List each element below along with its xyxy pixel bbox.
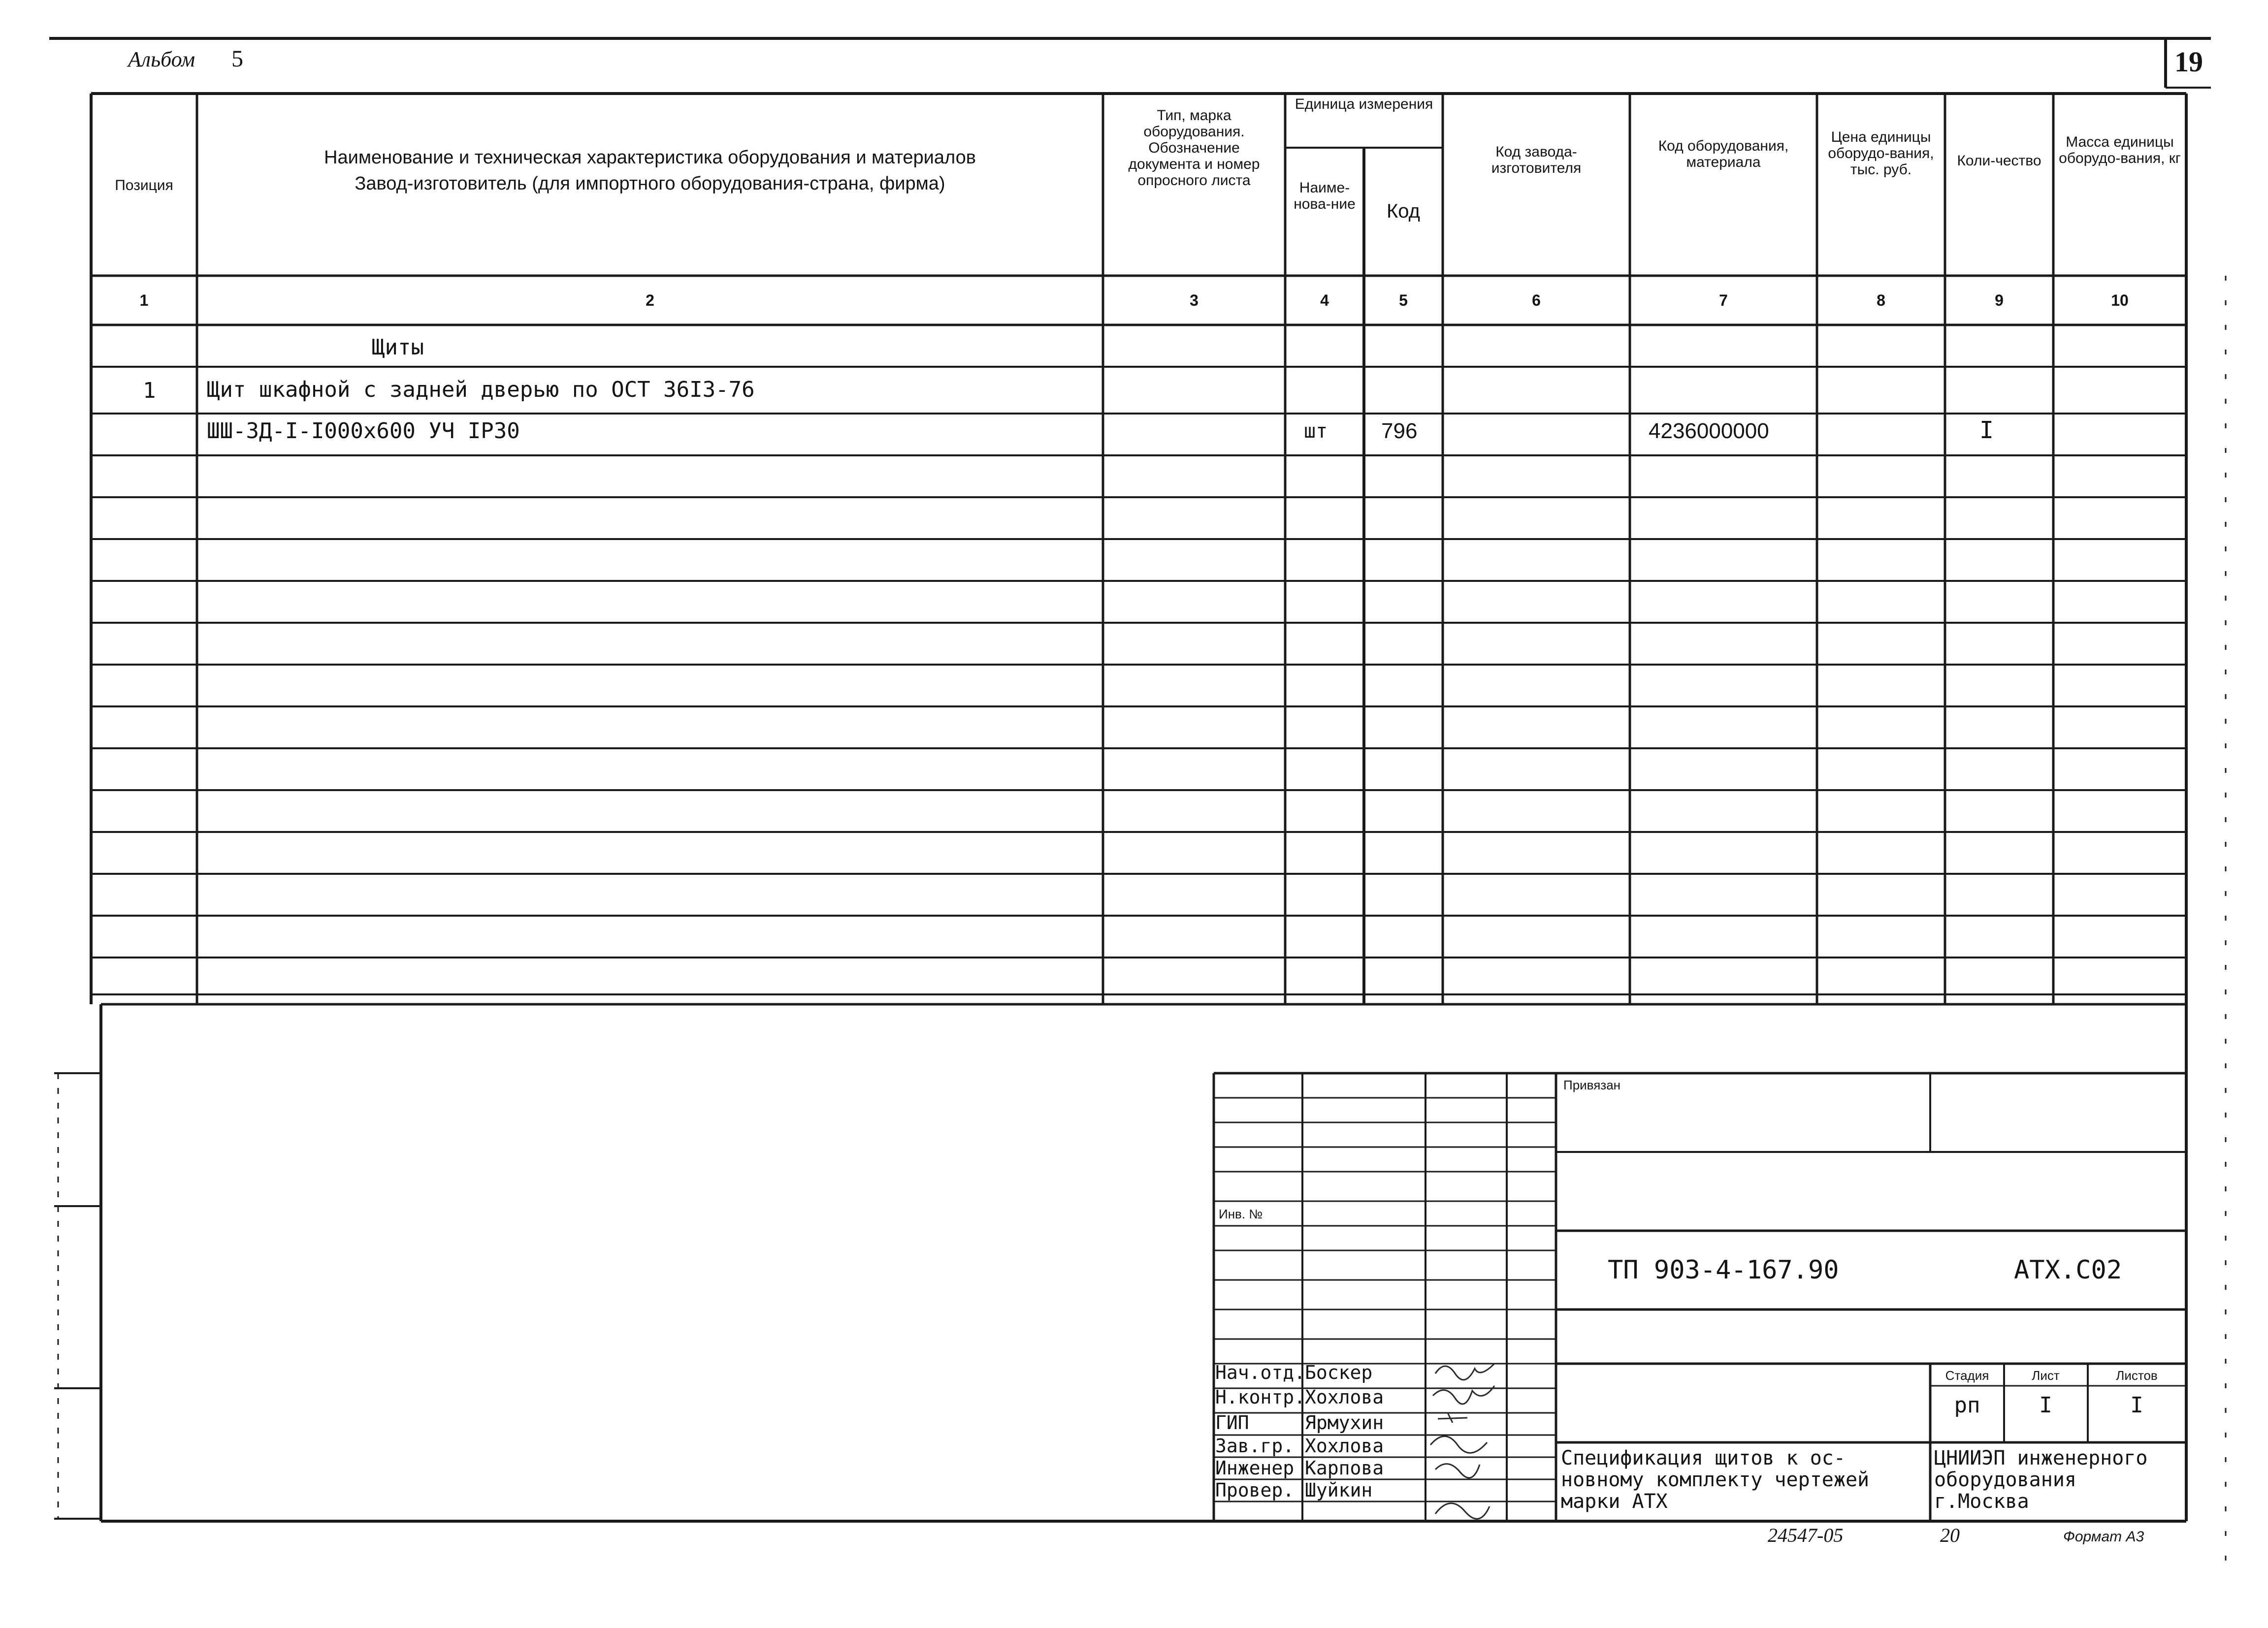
staff-role: ГИП (1215, 1412, 1249, 1434)
col-header-qty: Коли-чество (1957, 153, 2041, 169)
col-number: 10 (2111, 291, 2129, 309)
staff-role: Нач.отд. (1215, 1362, 1306, 1383)
col-number: 2 (646, 291, 654, 309)
row-position: 1 (143, 378, 156, 403)
row-name: Щит шкафной с задней дверью по ОСТ 36I3-76 (207, 377, 755, 402)
col-header-unit-code: Код (1386, 200, 1420, 222)
col-number: 7 (1719, 291, 1728, 309)
col-header-unit-name: Наиме-нова-ние (1294, 180, 1356, 212)
archive-number: 24547-05 (1768, 1524, 1844, 1546)
sheets-value: I (2130, 1393, 2143, 1418)
staff-name: Хохлова (1305, 1435, 1384, 1457)
staff-name: Хохлова (1305, 1386, 1384, 1408)
col-number: 6 (1532, 291, 1541, 309)
row-equip-code: 4236000000 (1649, 419, 1769, 443)
page-number: 20 (1940, 1524, 1960, 1546)
col-header-unit-group: Единица измерения (1295, 96, 1433, 112)
linked-label: Привязан (1563, 1078, 1621, 1092)
stage-value: рп (1954, 1393, 1980, 1418)
col-number: 1 (139, 291, 149, 309)
paper-format: Формат А3 (2063, 1529, 2144, 1545)
document-code: ТП 903-4-167.90 (1608, 1255, 1839, 1285)
row-qty: I (1979, 416, 1994, 444)
col-number: 4 (1320, 291, 1329, 309)
staff-name: Карпова (1305, 1457, 1384, 1479)
album-number: 5 (231, 46, 243, 72)
row-unit-code: 796 (1381, 419, 1418, 443)
col-header-position: Позиция (115, 177, 173, 193)
staff-name: Боскер (1305, 1362, 1373, 1383)
col-number: 5 (1399, 291, 1408, 309)
col-header-price: Цена единицы оборудо-вания, тыс. руб. (1828, 129, 1934, 178)
staff-role: Провер. (1215, 1479, 1295, 1501)
organization-line1: ЦНИИЭП инженерного (1934, 1447, 2148, 1469)
sheet-number: 19 (2174, 46, 2203, 78)
col-number: 9 (1995, 291, 2004, 309)
sheet-label: Лист (2032, 1368, 2060, 1383)
album-label: Альбом (128, 47, 195, 71)
col-header-mass: Масса единицы оборудо-вания, кг (2059, 134, 2181, 166)
document-mark: АТХ.С02 (2014, 1255, 2122, 1285)
staff-role: Инженер (1215, 1457, 1295, 1479)
stage-label: Стадия (1945, 1368, 1989, 1383)
sheets-label: Листов (2116, 1368, 2158, 1383)
row-name-model: ШШ-ЗД-I-I000х600 УЧ IP30 (207, 418, 520, 444)
col-header-name-line1: Наименование и техническая характеристика оборудования и материалов (324, 147, 976, 168)
section-heading: Щиты (372, 335, 424, 360)
inventory-number-label: Инв. № (1219, 1207, 1263, 1221)
staff-name: Шуйкин (1305, 1479, 1373, 1501)
document-title-line3: марки АТХ (1561, 1490, 1668, 1513)
staff-name: Ярмухин (1305, 1412, 1384, 1434)
col-header-factory-code: Код завода-изготовителя (1491, 144, 1582, 176)
col-header-name-line2: Завод-изготовитель (для импортного оборудования-страна, фирма) (355, 173, 945, 194)
organization-line3: г.Москва (1934, 1490, 2029, 1513)
row-unit: шт (1304, 420, 1328, 443)
staff-role: Зав.гр. (1215, 1435, 1295, 1457)
staff-role: Н.контр. (1215, 1386, 1306, 1408)
document-title-line2: новному комплекту чертежей (1561, 1468, 1870, 1491)
col-number: 8 (1877, 291, 1885, 309)
col-header-equip-code: Код оборудования, материала (1658, 138, 1789, 170)
sheet-value: I (2039, 1393, 2052, 1418)
document-title-line1: Спецификация щитов к ос- (1561, 1447, 1846, 1469)
col-header-type: Тип, марка оборудования. Обозначение документа и номер опросного листа (1128, 107, 1260, 189)
col-number: 3 (1190, 291, 1199, 309)
organization-line2: оборудования (1934, 1468, 2076, 1491)
